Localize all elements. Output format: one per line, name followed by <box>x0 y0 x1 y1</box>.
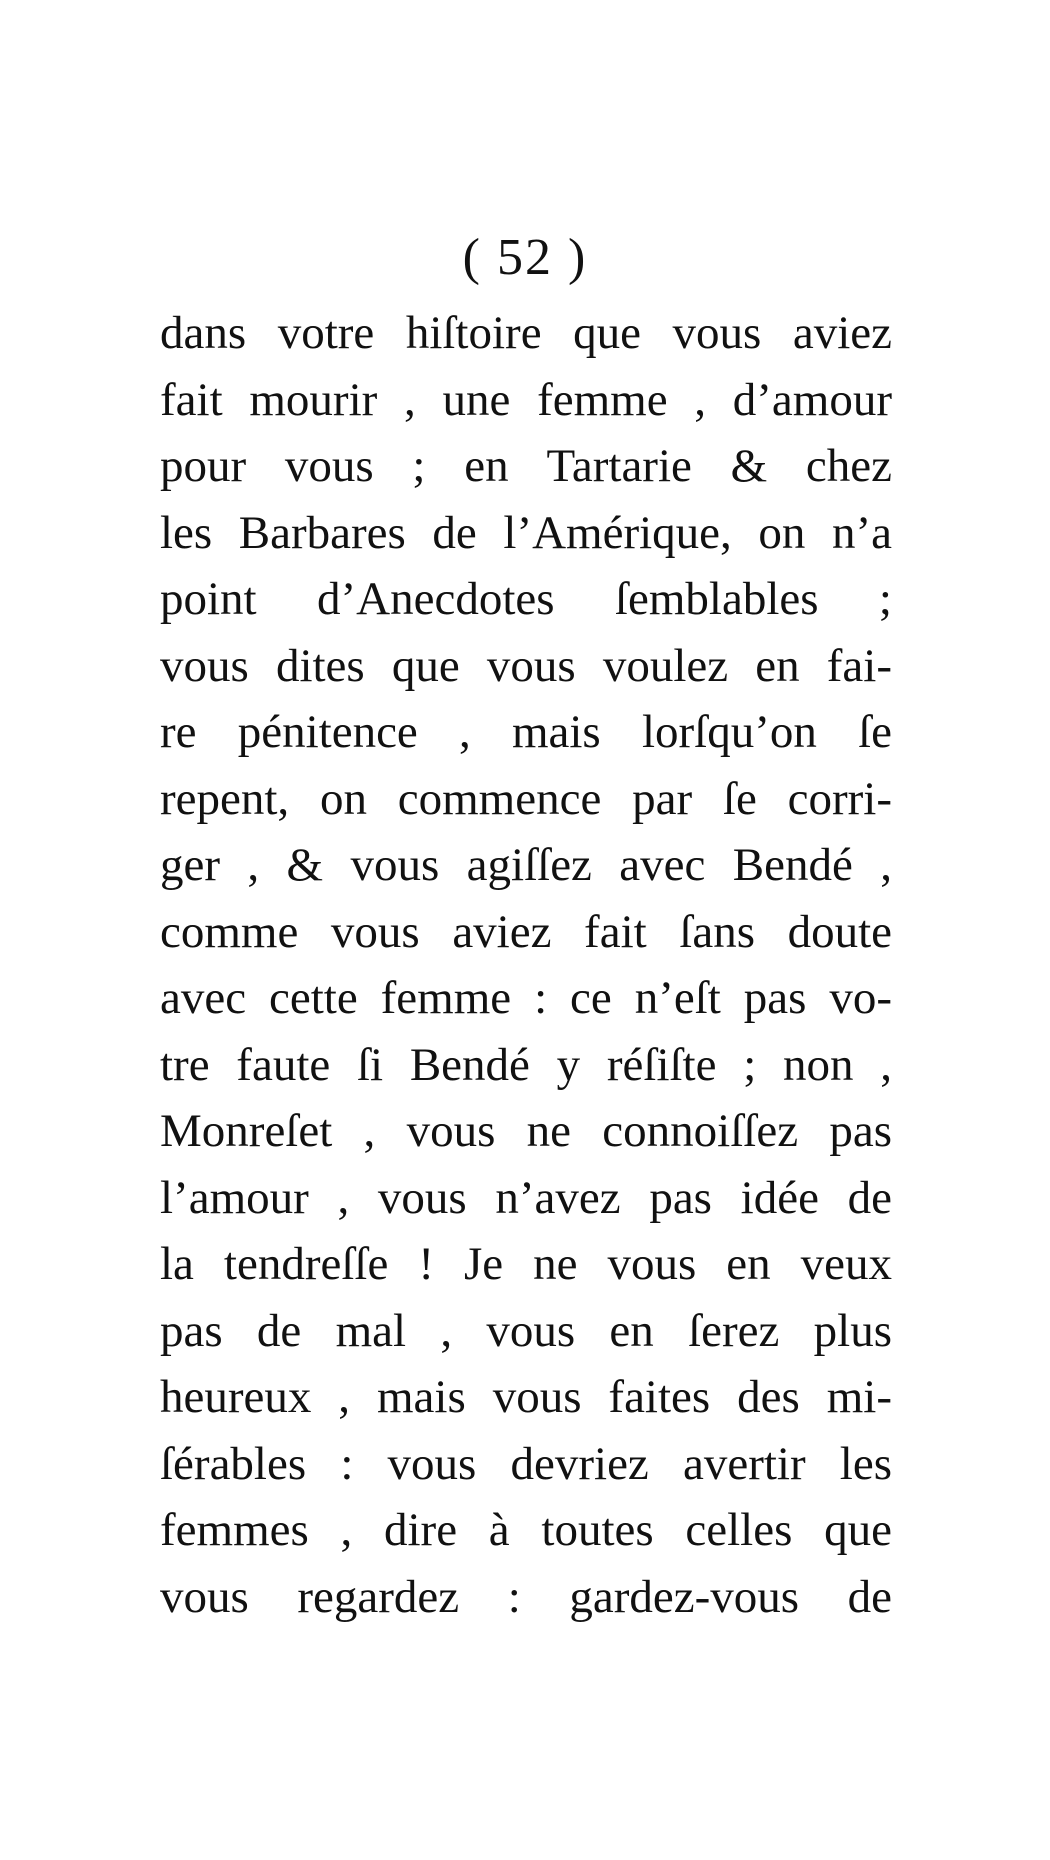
text-line: Monreſet , vous ne connoiſſez pas <box>160 1105 892 1157</box>
body-text <box>160 300 892 1630</box>
text-line: re pénitence , mais lorſqu’on ſe <box>160 706 892 758</box>
text-line: dans votre hiſtoire que vous aviez <box>160 307 892 359</box>
text-line: pas de mal , vous en ſerez plus <box>160 1304 892 1357</box>
text-line: pour vous ; en Tartarie & chez <box>160 440 892 492</box>
text-line: tre faute ſi Bendé y réſiſte ; non , <box>160 1038 892 1091</box>
text-line: femmes , dire à toutes celles que <box>160 1504 892 1556</box>
text-line: vous dites que vous voulez en fai- <box>160 639 892 692</box>
page-number: ( 52 ) <box>462 229 588 286</box>
text-line: heureux , mais vous faites des mi- <box>160 1371 892 1423</box>
text-line: l’amour , vous n’avez pas idée de <box>160 1171 892 1224</box>
text-line: point d’Anecdotes ſemblables ; <box>160 573 892 625</box>
text-line: avec cette femme : ce n’eſt pas vo- <box>160 972 892 1024</box>
text-line: vous regardez : gardez-vous de <box>160 1570 892 1623</box>
text-line: la tendreſſe ! Je ne vous en veux <box>160 1238 892 1290</box>
text-line: comme vous aviez fait ſans doute <box>160 905 892 958</box>
text-line: ger , & vous agiſſez avec Bendé , <box>160 839 892 891</box>
text-line: les Barbares de l’Amérique, on n’a <box>160 506 892 559</box>
text-line: fait mourir , une femme , d’amour <box>160 373 892 426</box>
text-line: repent, on commence par ſe corri- <box>160 772 892 825</box>
text-line: ſérables : vous devriez avertir les <box>160 1437 892 1490</box>
